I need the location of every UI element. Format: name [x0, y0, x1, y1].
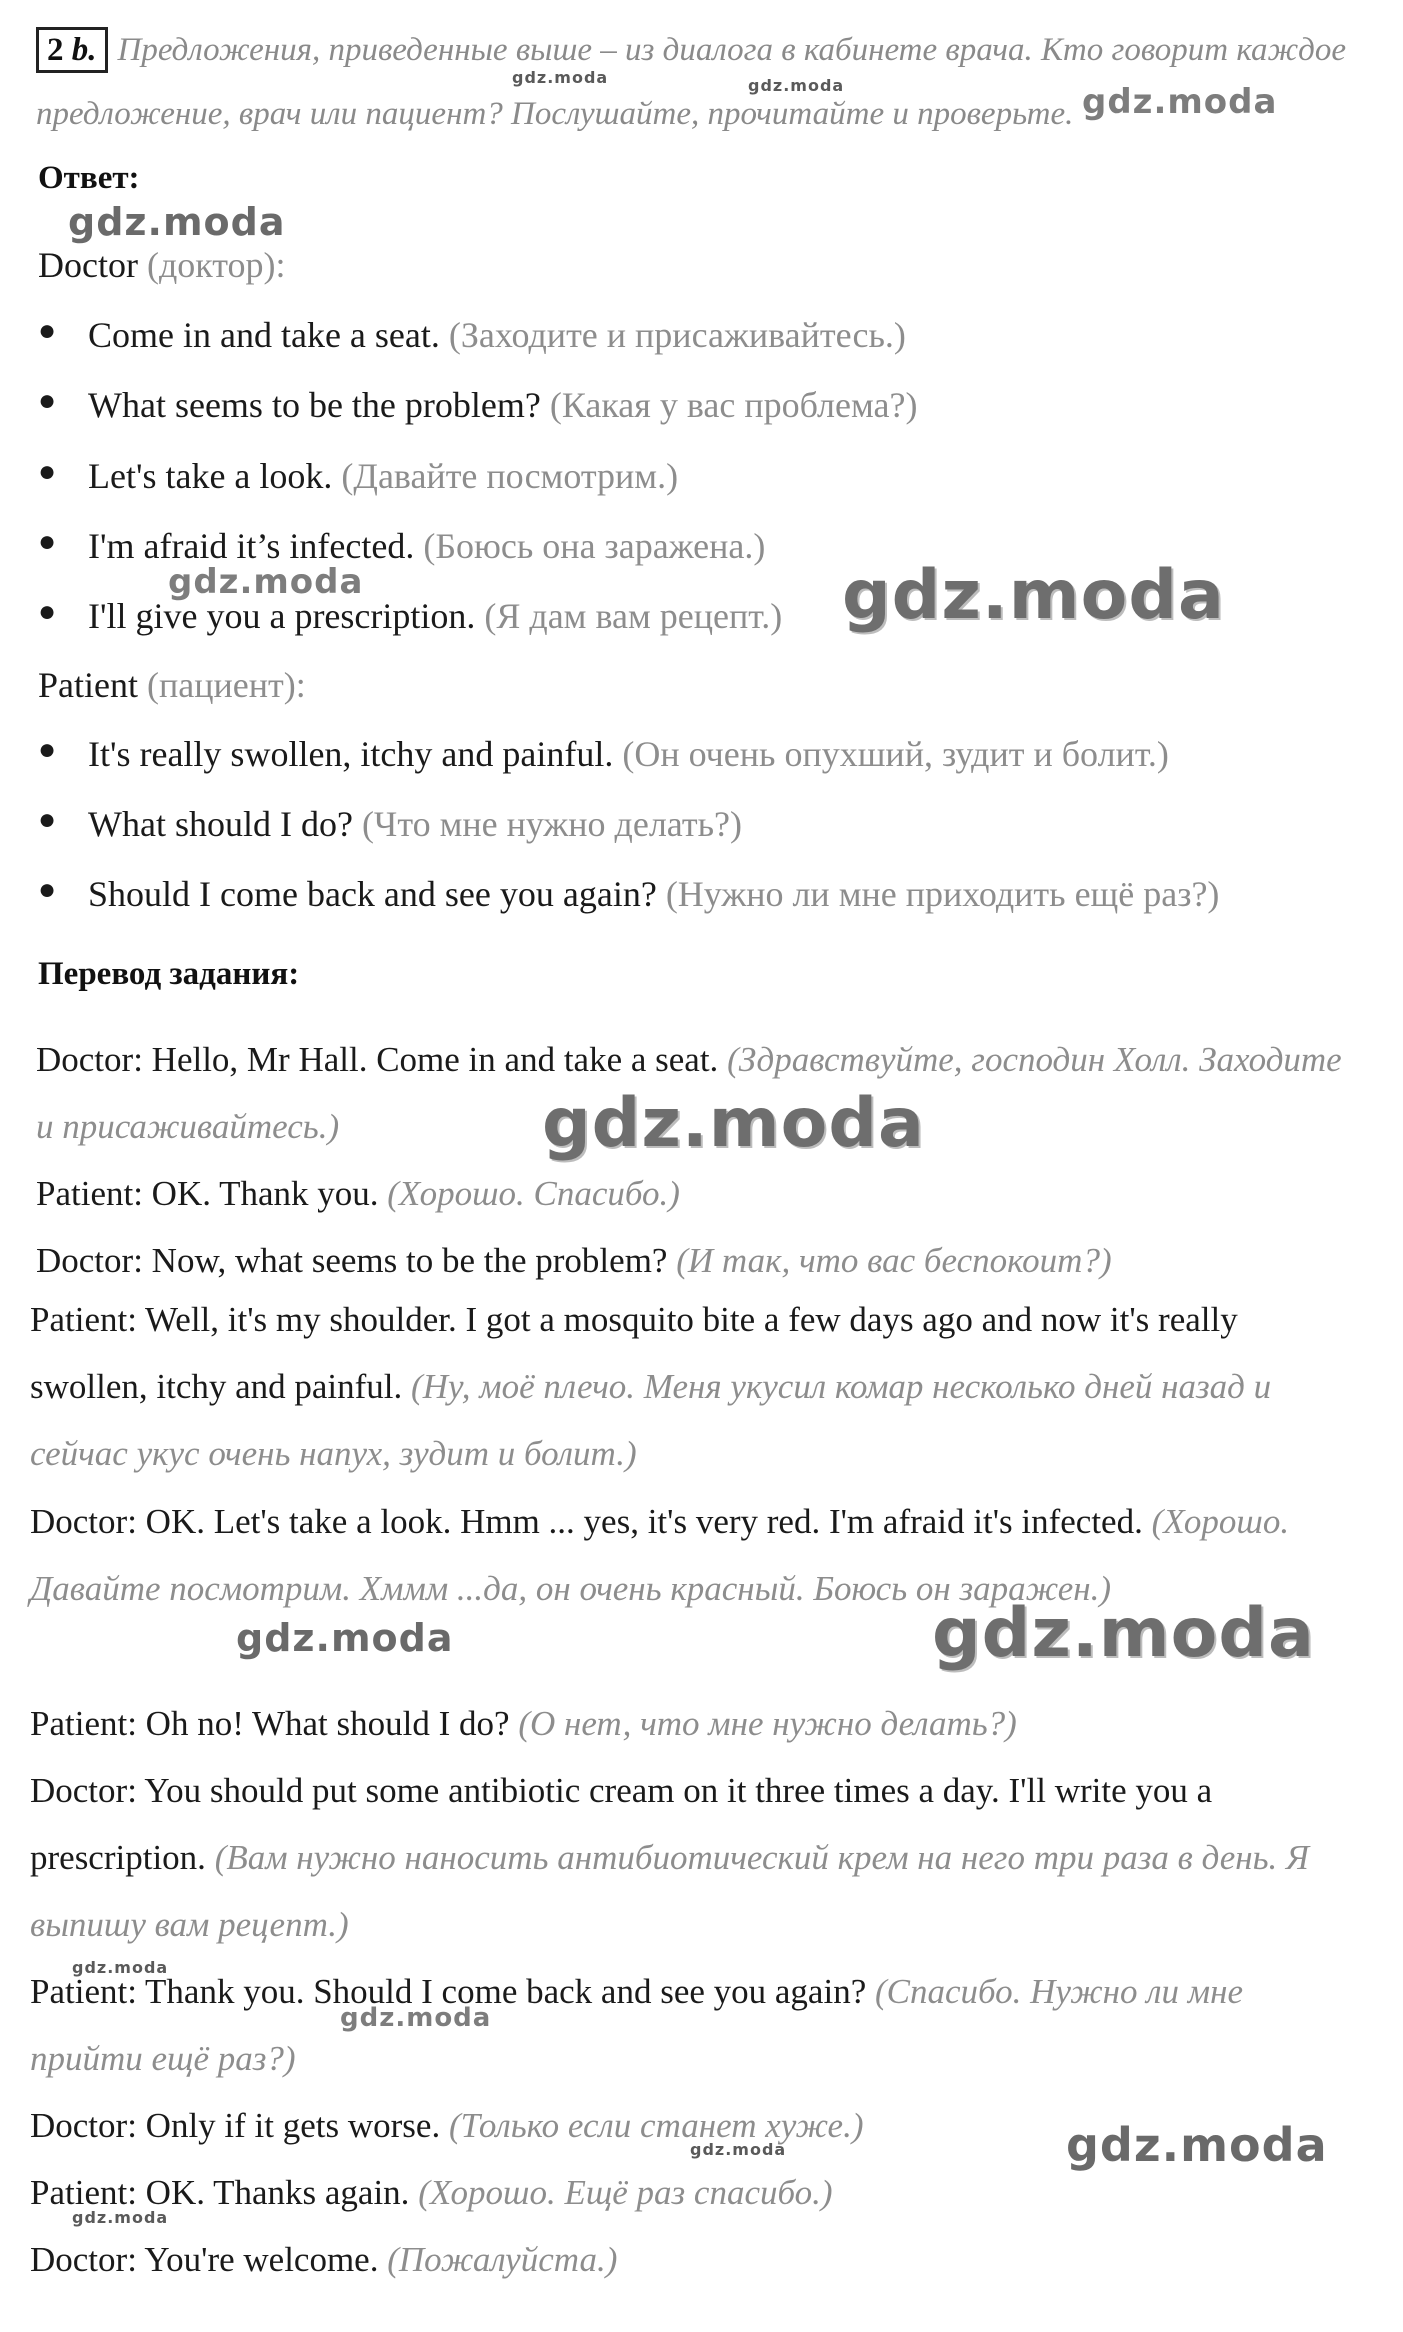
- bullet-icon: ●: [38, 803, 57, 836]
- watermark: gdz.moda: [1082, 82, 1278, 122]
- bullet-icon: ●: [38, 873, 57, 906]
- watermark: gdz.moda: [72, 1958, 169, 1977]
- dialogue-line: Doctor: OK. Let's take a look. Hmm ... yes, it's very red. I'm afraid it's infected. (Хорошо. Давайте посмотрим. Хммм ...да, он очень красный. Боюсь он заражен.): [30, 1502, 1290, 1608]
- doctor-label: Doctor: [38, 245, 138, 285]
- patient-label-ru: (пациент):: [146, 665, 306, 705]
- bullet-icon: ●: [38, 455, 57, 488]
- task-number-box: [36, 27, 108, 73]
- watermark: gdz.moda: [1066, 2118, 1328, 2172]
- doctor-label-ru: (доктор):: [146, 245, 286, 285]
- bullet-icon: ●: [38, 525, 57, 558]
- task-letter: b.: [71, 32, 97, 68]
- patient-label: Patient: [38, 665, 138, 705]
- dialogue-line: Doctor: Now, what seems to be the problem? (И так, что вас беспокоит?): [36, 1241, 1112, 1280]
- answer-heading: Ответ:: [38, 160, 140, 196]
- dialogue-line: Doctor: You should put some antibiotic cream on it three times a day. I'll write you a prescription. (Вам нужно наносить антибиотический крем на него три раза в день. Я выпишу вам рецепт.): [30, 1771, 1310, 1944]
- watermark: gdz.moda: [512, 68, 609, 87]
- watermark: gdz.moda: [68, 200, 286, 244]
- translation-heading: Перевод задания:: [38, 956, 300, 992]
- dialogue-line: Patient: Oh no! What should I do? (О нет, что мне нужно делать?): [30, 1704, 1017, 1743]
- dialogue-line: Patient: OK. Thanks again. (Хорошо. Ещё раз спасибо.): [30, 2173, 833, 2212]
- task-number: 2: [47, 32, 64, 68]
- watermark: gdz.moda: [340, 2003, 492, 2033]
- dialogue-line: Doctor: Only if it gets worse. (Только если станет хуже.): [30, 2106, 864, 2145]
- watermark: gdz.moda: [932, 1594, 1315, 1673]
- patient-line: ● What should I do? (Что мне нужно делать?): [38, 803, 742, 844]
- dialogue-line: Doctor: You're welcome. (Пожалуйста.): [30, 2240, 618, 2279]
- task-instruction: Предложения, приведенные выше – из диалога в кабинете врача. Кто говорит каждое предложение, врач или пациент? Послушайте, прочитайте и проверьте.: [36, 32, 1347, 132]
- doctor-line: ● I'm afraid it’s infected. (Боюсь она заражена.): [38, 525, 766, 566]
- bullet-icon: ●: [38, 384, 57, 417]
- doctor-line: ● Let's take a look. (Давайте посмотрим.): [38, 455, 679, 496]
- watermark: gdz.moda: [542, 1084, 925, 1163]
- dialogue-line: Patient: Well, it's my shoulder. I got a mosquito bite a few days ago and now it's really swollen, itchy and painful. (Ну, моё плечо. Меня укусил комар несколько дней назад и сейчас укус очень напух, зудит и болит.): [30, 1300, 1272, 1473]
- dialogue-line: Doctor: Hello, Mr Hall. Come in and take a seat. (Здравствуйте, господин Холл. Заходите и присаживайтесь.): [36, 1040, 1342, 1146]
- watermark: gdz.moda: [168, 562, 364, 602]
- watermark: gdz.moda: [842, 556, 1225, 635]
- doctor-line: ● What seems to be the problem? (Какая у вас проблема?): [38, 384, 918, 425]
- watermark: gdz.moda: [748, 76, 845, 95]
- doctor-line: ● I'll give you a prescription. (Я дам вам рецепт.): [38, 595, 783, 636]
- dialogue-line: Patient: Thank you. Should I come back and see you again? (Спасибо. Нужно ли мне прийти ещё раз?): [30, 1972, 1244, 2078]
- doctor-line: ● Come in and take a seat. (Заходите и присаживайтесь.): [38, 314, 906, 355]
- bullet-icon: ●: [38, 733, 57, 766]
- patient-line: ● It's really swollen, itchy and painful. (Он очень опухший, зудит и болит.): [38, 733, 1169, 774]
- patient-label-line: [38, 664, 306, 706]
- watermark: gdz.moda: [690, 2140, 787, 2159]
- doctor-label-line: [38, 244, 286, 286]
- patient-line: ● Should I come back and see you again? (Нужно ли мне приходить ещё раз?): [38, 873, 1220, 914]
- bullet-icon: ●: [38, 595, 57, 628]
- bullet-icon: ●: [38, 314, 57, 347]
- watermark: gdz.moda: [236, 1616, 454, 1660]
- dialogue-line: Patient: OK. Thank you. (Хорошо. Спасибо.): [36, 1174, 680, 1213]
- watermark: gdz.moda: [72, 2208, 169, 2227]
